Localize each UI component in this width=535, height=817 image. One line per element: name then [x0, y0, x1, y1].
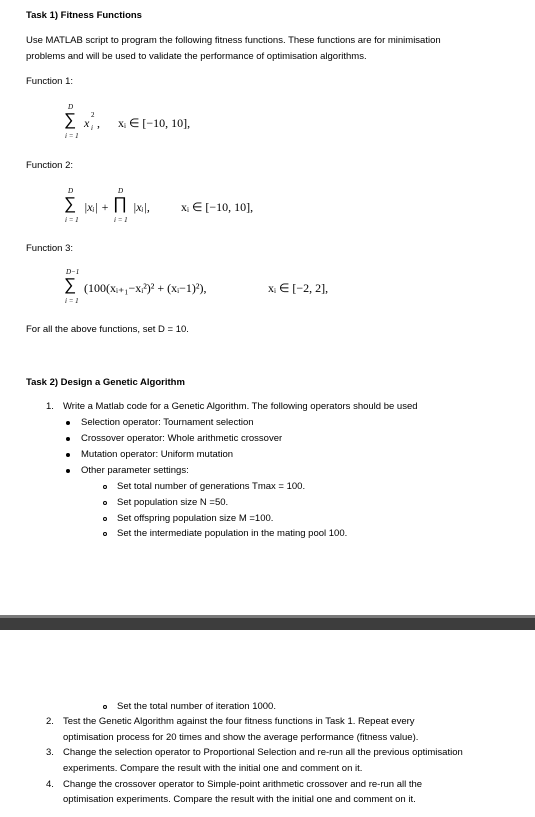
bullet-dot	[66, 469, 70, 473]
item2-line2: optimisation process for 20 times and show the average performance (fitness value).	[63, 732, 419, 743]
f3-sum-upper: D−1	[66, 268, 80, 276]
f2-prod-lower: i = 1	[114, 216, 128, 224]
sub-bullet-circle	[103, 532, 107, 536]
bullet-crossover: Crossover operator: Whole arithmetic crossover	[81, 433, 283, 444]
f1-superscript: 2	[91, 111, 95, 119]
f2-term1: |xᵢ| +	[84, 200, 109, 214]
item1-number: 1.	[46, 401, 54, 412]
function1-label: Function 1:	[26, 76, 73, 87]
bullet-dot	[66, 453, 70, 457]
item1-text: Write a Matlab code for a Genetic Algorithm. The following operators should be used	[63, 401, 418, 412]
param-population: Set population size N =50.	[117, 497, 229, 508]
item3-line1: Change the selection operator to Proportional Selection and re-run all the previous optimisation	[63, 747, 463, 758]
f2-prod-symbol: ∏	[113, 194, 127, 213]
sub-bullet-circle	[103, 517, 107, 521]
f2-sum-symbol: ∑	[64, 194, 77, 213]
param-generations: Set total number of generations Tmax = 100.	[117, 481, 306, 492]
function2-label: Function 2:	[26, 160, 73, 171]
task1-heading: Task 1) Fitness Functions	[26, 10, 142, 21]
f1-domain: xᵢ ∈ [−10, 10],	[118, 116, 191, 130]
f3-sum-lower: i = 1	[65, 297, 79, 305]
f2-sum-lower: i = 1	[65, 216, 79, 224]
param-iterations: Set the total number of iteration 1000.	[117, 701, 276, 712]
document-page-2	[0, 630, 535, 817]
param-offspring: Set offspring population size M =100.	[117, 513, 274, 524]
item2-line1: Test the Genetic Algorithm against the four fitness functions in Task 1. Repeat every	[63, 716, 415, 727]
f1-variable: x	[84, 116, 90, 130]
f2-prod-upper: D	[118, 187, 124, 195]
task1-intro-line2: problems and will be used to validate the performance of optimisation algorithms.	[26, 51, 367, 62]
bullet-selection: Selection operator: Tournament selection	[81, 417, 254, 428]
item4-line1: Change the crossover operator to Simple-point arithmetic crossover and re-run all the	[63, 779, 423, 790]
f3-body: (100(xᵢ₊₁−xᵢ²)² + (xᵢ−1)²),	[84, 281, 207, 295]
function3-label: Function 3:	[26, 243, 73, 254]
sub-bullet-circle	[103, 705, 107, 709]
page-break-bar	[0, 615, 535, 630]
f3-sum-symbol: ∑	[64, 275, 77, 294]
sub-bullet-circle	[103, 501, 107, 505]
f2-sum-upper: D	[68, 187, 74, 195]
f1-subscript: i	[91, 124, 93, 132]
f1-sum-upper: D	[68, 103, 74, 111]
dimension-note: For all the above functions, set D = 10.	[26, 324, 189, 335]
f1-sum-lower: i = 1	[65, 132, 79, 140]
f1-comma: ,	[97, 116, 100, 130]
bullet-dot	[66, 437, 70, 441]
task2-heading: Task 2) Design a Genetic Algorithm	[26, 377, 185, 388]
f2-domain: xᵢ ∈ [−10, 10],	[181, 200, 254, 214]
param-mating-pool: Set the intermediate population in the mating pool 100.	[117, 528, 348, 539]
item4-number: 4.	[46, 779, 54, 790]
bullet-dot	[66, 421, 70, 425]
item4-line2: optimisation experiments. Compare the result with the initial one and comment on it.	[63, 794, 416, 805]
task1-intro-line1: Use MATLAB script to program the following fitness functions. These functions are for minimisation	[26, 35, 441, 46]
item2-number: 2.	[46, 716, 54, 727]
f3-domain: xᵢ ∈ [−2, 2],	[268, 281, 329, 295]
item3-number: 3.	[46, 747, 54, 758]
bullet-parameters: Other parameter settings:	[81, 465, 189, 476]
f1-sum-symbol: ∑	[64, 110, 77, 129]
bullet-mutation: Mutation operator: Uniform mutation	[81, 449, 234, 460]
item3-line2: experiments. Compare the result with the initial one and comment on it.	[63, 763, 363, 774]
f2-term2: |xᵢ|,	[133, 200, 150, 214]
sub-bullet-circle	[103, 485, 107, 489]
